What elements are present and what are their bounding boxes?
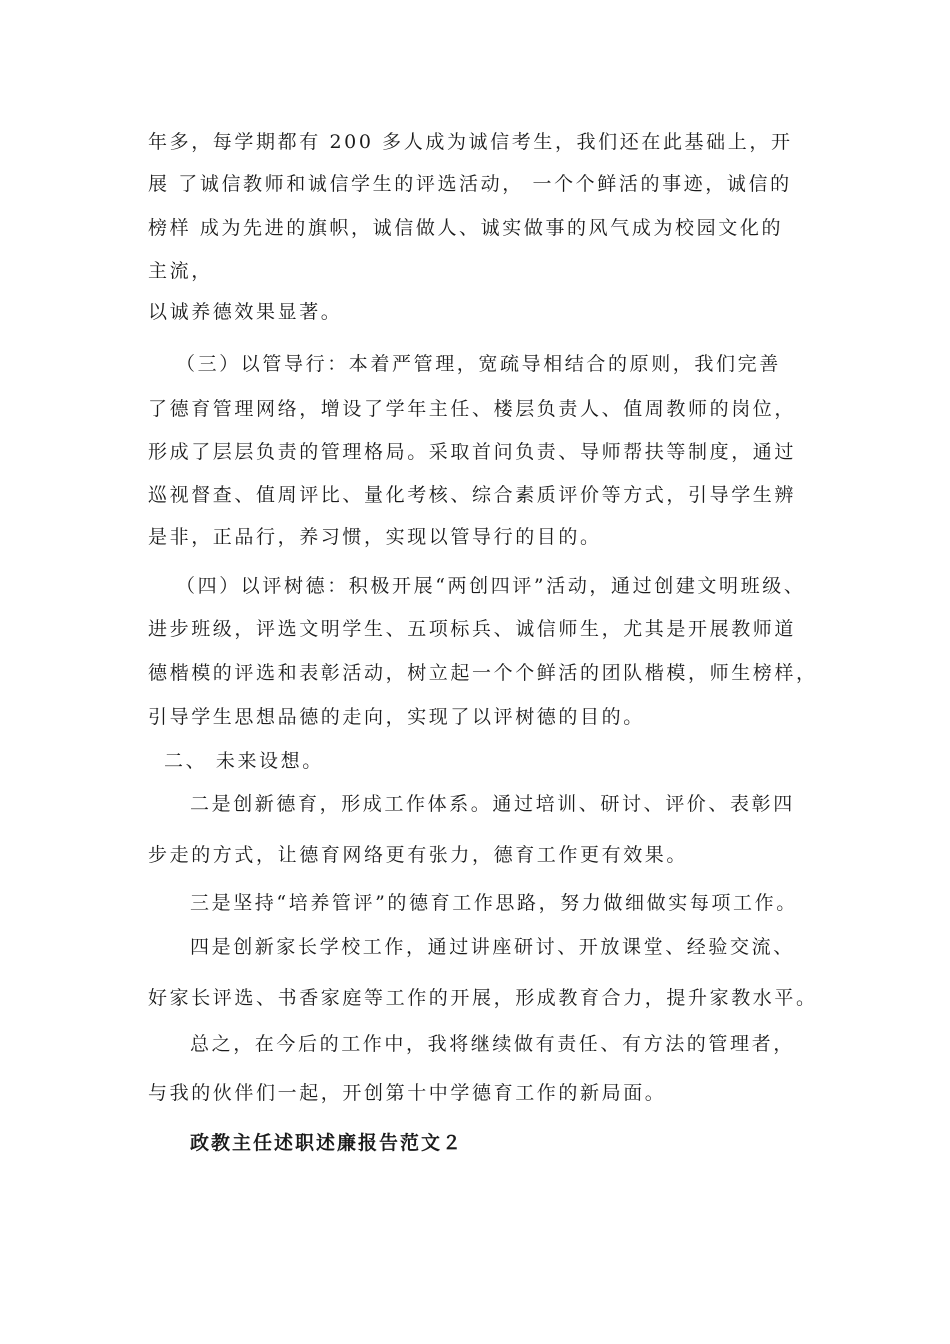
text-line: 三是坚持“培养管评”的德育工作思路，努力做细做实每项工作。 [190,892,798,914]
text-line: 主流， [148,260,213,282]
section-heading-future: 二、 未来设想。 [164,750,324,772]
text-line: 榜样 成为先进的旗帜，诚信做人、诚实做事的风气成为校园文化的 [148,217,784,239]
text-line: 与我的伙伴们一起，开创第十中学德育工作的新局面。 [148,1082,667,1104]
text-line: 形成了层层负责的管理格局。采取首问负责、导师帮扶等制度，通过 [148,441,797,463]
text-line: 以诚养德效果显著。 [148,301,343,323]
text-line: 总之，在今后的工作中，我将继续做有责任、有方法的管理者， [190,1033,795,1055]
text-line: 四是创新家长学校工作，通过讲座研讨、开放课堂、经验交流、 [190,936,795,958]
text-line: 步走的方式，让德育网络更有张力，德育工作更有效果。 [148,844,689,866]
section-title: 政教主任述职述廉报告范文２ [190,1132,464,1154]
text-line: 好家长评选、书香家庭等工作的开展，形成教育合力，提升家教水平。 [148,987,818,1009]
text-line: 进步班级，评选文明学生、五项标兵、诚信师生，尤其是开展教师道 [148,618,797,640]
section-four-line: （四）以评树德：积极开展“两创四评”活动，通过创建文明班级、 [176,575,806,597]
text-line: 二是创新德育，形成工作体系。通过培训、研讨、评价、表彰四 [190,793,795,815]
section-three-line: （三）以管导行：本着严管理，宽疏导相结合的原则，我们完善 [176,353,781,375]
text-line: 德楷模的评选和表彰活动，树立起一个个鲜活的团队楷模，师生榜样， [148,662,818,684]
text-line: 年多，每学期都有 200 多人成为诚信考生，我们还在此基础上，开 [148,131,793,153]
text-line: 是非，正品行，养习惯，实现以管导行的目的。 [148,526,602,548]
text-line: 展 了诚信教师和诚信学生的评选活动， 一个个鲜活的事迹，诚信的 [148,173,792,195]
text-line: 巡视督查、值周评比、量化考核、综合素质评价等方式，引导学生辨 [148,484,797,506]
text-line: 了德育管理网络，增设了学年主任、楼层负责人、值周教师的岗位， [148,398,797,420]
text-line: 引导学生思想品德的走向，实现了以评树德的目的。 [148,706,645,728]
